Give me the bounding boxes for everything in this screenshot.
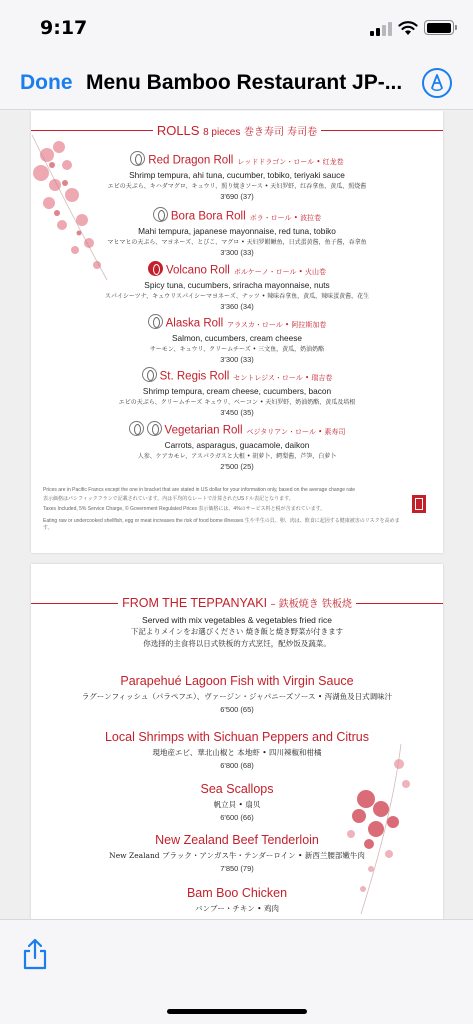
- gluten-free-icon: [153, 207, 168, 222]
- teppanyaki-intro: Served with mix vegetables & vegetables fried rice 下記よりメインをお選びください 焼き飯と焼き野菜が付きます 你选择的主食将以日式铁板的方式烹饪，配炒饭及蔬菜。: [130, 615, 344, 648]
- peanut-free-icon: [147, 421, 162, 436]
- restaurant-seal-icon: [412, 495, 426, 513]
- health-warning: Eating raw or undercooked shellfish, egg or meat increases the risk of food borne illnesses 生や半生の貝、卵、肉は、飲食に起因する健康被害のリスクを高めます。: [43, 518, 400, 531]
- wifi-icon: [398, 20, 418, 36]
- cellular-signal-icon: [370, 22, 392, 36]
- menu-item: Vegetarian Roll ベジタリアン・ロール • 素寿司 Carrots, asparagus, guacamole, daikon 人参、ケアカモレ、アスパラガスと大根 • 胡萝卜，鳄梨酱，芦笋，白萝卜 2'500 (25): [31, 423, 443, 471]
- status-bar: [0, 0, 473, 56]
- markup-pen-button[interactable]: [422, 68, 452, 98]
- markup-pen-icon: [429, 74, 445, 92]
- menu-item: Red Dragon Roll レッドドラゴン・ロール • 红龙卷 Shrimp tempura, ahi tuna, cucumber, tobiko, teriyaki sauce エビの天ぷら、キハダマグロ、キュウリ、照り焼きソース • 天妇罗虾，红吞拿鱼，黄瓜，照烧酱 3'690 (37): [31, 153, 443, 201]
- price-footnote: Prices are in Pacific Francs except the one in bracket that are stated in US dollar for your information only, based on the average change rate: [43, 487, 356, 493]
- peanut-free-icon: [130, 151, 145, 166]
- document-title: Menu Bamboo Restaurant JP-...: [86, 71, 403, 94]
- menu-item: Alaska Roll アラスカ・ロール • 阿拉斯加卷 Salmon, cucumbers, cream cheese サーモン、キュウリ、クリームチーズ • 三文鱼，黄瓜，奶油奶酪 3'300 (33): [31, 316, 443, 364]
- tax-footnote: Taxes Included, 5% Service Charge, © Government Regulated Prices 表示価格には、4%のサービス料と税が含まれています。: [43, 506, 326, 512]
- menu-item: Local Shrimps with Sichuan Peppers and Citrus 現地産エビ、華北山椒と 本地虾 • 四川辣椒和柑橘 6'800 (68): [104, 730, 370, 770]
- gluten-free-icon: [142, 367, 157, 382]
- bottom-toolbar: [0, 919, 473, 1024]
- document-viewer[interactable]: [0, 111, 473, 919]
- menu-item: Bora Bora Roll ボラ・ロール • 波拉卷 Mahi tempura, japanese mayonnaise, red tuna, tobiko マヒマヒの天ぷら、マヨネーズ、とびこ、マグロ • 天妇罗鲯鳅鱼，日式蛋黄酱，鱼子酱，吞拿鱼 3'300 (33): [31, 209, 443, 257]
- menu-page-teppanyaki: [31, 564, 443, 919]
- share-icon[interactable]: [22, 938, 48, 970]
- gluten-free-icon: [148, 314, 163, 329]
- menu-item: Parapehué Lagoon Fish with Virgin Sauce ラグーンフィッシュ（パラペフエ）、ヴァージン・ジャパニーズソース • 泻湖鱼及日式调味汁 6'500 (65): [81, 674, 393, 714]
- menu-item: Sea Scallops 帆立貝 • 扇贝 6'600 (66): [200, 782, 274, 822]
- gluten-free-icon: [129, 421, 144, 436]
- menu-item: St. Regis Roll セントレジス・ロール • 瑞吉卷 Shrimp tempura, cream cheese, cucumbers, bacon エビの天ぷら、クリームチーズ キュウリ、ベーコン • 天妇罗虾，奶油奶酪，黄瓜及培根 3'450 (35): [31, 369, 443, 417]
- rolls-section-title: ROLLS 8 pieces 巻き寿司 寿司卷: [153, 123, 321, 138]
- nav-bar: [0, 56, 473, 110]
- price-footnote-jp: 表示価格はパシフィックフランで記載されています。内は平均的なレートで計算されたUSドル表記となります。: [43, 496, 294, 502]
- cherry-blossom-decoration: [31, 125, 117, 285]
- teppanyaki-section-title: FROM THE TEPPANYAKI – 鉄板焼き 铁板烧: [118, 595, 356, 610]
- menu-page-rolls: [31, 111, 443, 553]
- spicy-icon: [148, 261, 163, 276]
- status-time: 9:17: [40, 17, 88, 39]
- battery-icon: [424, 20, 454, 35]
- home-indicator[interactable]: [167, 1009, 307, 1014]
- done-button[interactable]: Done: [20, 71, 73, 94]
- menu-item: Volcano Roll ボルケーノ・ロール • 火山卷 Spicy tuna, cucumbers, sriracha mayonnaise, nuts スパイシーツナ、キュウリスパイシーマヨネーズ、ナッツ • 辣味吞拿鱼，黄瓜，辣味蛋黄酱，花生 3'360 (34): [31, 263, 443, 311]
- menu-item: New Zealand Beef Tenderloin New Zealand ブラック・アンガス牛・テンダーロイン • 新西兰腰部嫩牛肉 7'850 (79): [109, 833, 365, 873]
- menu-item: Bam Boo Chicken バンブー・チキン • 鸡肉: [186, 886, 288, 913]
